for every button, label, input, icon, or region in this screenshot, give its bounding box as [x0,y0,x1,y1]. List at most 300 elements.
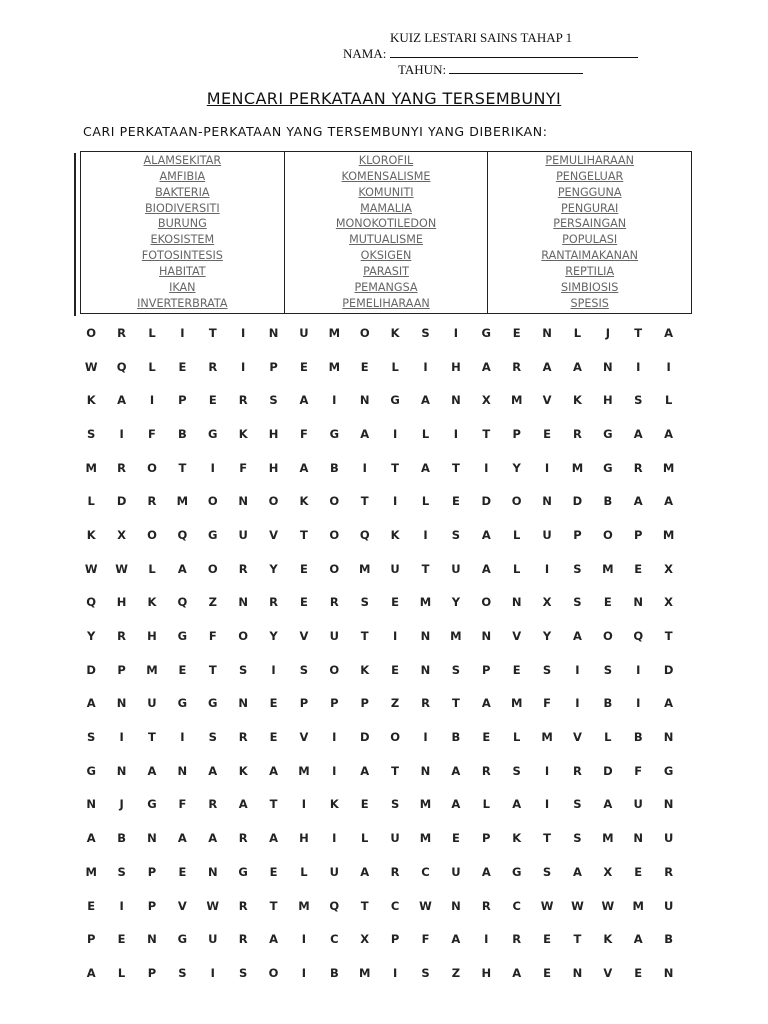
grid-letter-cell[interactable]: S [239,662,248,677]
grid-letter-cell[interactable]: T [269,898,278,913]
grid-letter-cell[interactable]: S [603,662,612,677]
grid-letter-cell[interactable]: E [178,359,187,374]
grid-letter-cell[interactable]: M [419,831,432,846]
grid-letter-cell[interactable]: J [119,797,124,812]
grid-letter-cell[interactable]: Z [208,595,217,610]
grid-letter-cell[interactable]: F [148,426,156,441]
grid-letter-cell[interactable]: S [117,864,126,879]
grid-letter-cell[interactable]: A [512,965,522,980]
grid-letter-cell[interactable]: I [149,393,155,408]
grid-letter-cell[interactable]: P [482,662,491,677]
grid-letter-cell[interactable]: I [180,730,185,745]
grid-letter-cell[interactable]: A [147,763,157,778]
grid-letter-cell[interactable]: T [300,527,308,542]
grid-letter-cell[interactable]: P [86,932,96,947]
grid-letter-cell[interactable]: P [147,864,157,879]
grid-letter-cell[interactable]: F [239,460,248,475]
grid-letter-cell[interactable]: M [602,831,614,846]
grid-letter-cell[interactable]: T [421,561,430,576]
grid-letter-cell[interactable]: G [208,527,218,542]
grid-letter-cell[interactable]: M [632,898,644,913]
grid-letter-cell[interactable]: K [603,932,613,947]
grid-letter-cell[interactable]: E [360,359,369,374]
grid-letter-cell[interactable]: R [512,359,522,374]
grid-letter-cell[interactable]: E [391,662,400,677]
grid-letter-cell[interactable]: A [238,797,248,812]
grid-letter-cell[interactable]: I [636,359,641,374]
grid-letter-cell[interactable]: H [299,831,309,846]
grid-letter-cell[interactable]: Q [633,629,644,644]
grid-letter-cell[interactable]: K [512,831,522,846]
grid-letter-cell[interactable]: L [513,527,521,542]
grid-letter-cell[interactable]: I [636,662,641,677]
grid-letter-cell[interactable]: S [451,527,461,542]
grid-letter-cell[interactable]: T [148,730,156,745]
grid-letter-cell[interactable]: N [511,595,522,610]
grid-letter-cell[interactable]: R [238,831,248,846]
grid-letter-cell[interactable]: U [633,797,643,812]
grid-letter-cell[interactable]: P [147,898,157,913]
grid-letter-cell[interactable]: A [421,460,430,475]
grid-letter-cell[interactable]: A [572,359,582,374]
grid-letter-cell[interactable]: X [481,393,491,408]
grid-letter-cell[interactable]: S [360,595,369,610]
grid-letter-cell[interactable]: I [544,797,550,812]
grid-letter-cell[interactable]: P [634,527,643,542]
grid-letter-cell[interactable]: O [511,494,522,509]
grid-letter-cell[interactable]: A [299,393,309,408]
grid-letter-cell[interactable]: R [481,898,491,913]
grid-letter-cell[interactable]: A [451,932,461,947]
grid-letter-cell[interactable]: R [117,629,127,644]
grid-letter-cell[interactable]: M [328,325,341,340]
grid-letter-cell[interactable]: M [328,359,341,374]
grid-letter-cell[interactable]: G [603,460,613,475]
grid-letter-cell[interactable]: A [421,393,430,408]
grid-letter-cell[interactable]: C [421,864,430,879]
grid-letter-cell[interactable]: T [391,460,400,475]
grid-letter-cell[interactable]: N [481,629,492,644]
grid-letter-cell[interactable]: W [601,898,615,913]
grid-letter-cell[interactable]: S [634,393,643,408]
grid-letter-cell[interactable]: I [362,460,367,475]
grid-letter-cell[interactable]: A [572,864,582,879]
grid-letter-cell[interactable]: N [420,763,431,778]
grid-letter-cell[interactable]: I [119,426,124,441]
grid-letter-cell[interactable]: S [512,763,521,778]
grid-letter-cell[interactable]: P [482,831,491,846]
grid-letter-cell[interactable]: E [300,595,308,610]
grid-letter-cell[interactable]: O [481,595,492,610]
grid-letter-cell[interactable]: A [481,864,491,879]
grid-letter-cell[interactable]: T [360,629,369,644]
grid-letter-cell[interactable]: M [146,662,158,677]
grid-letter-cell[interactable]: I [332,730,337,745]
grid-letter-cell[interactable]: N [238,595,248,610]
grid-letter-cell[interactable]: T [634,325,643,340]
grid-letter-cell[interactable]: O [602,629,613,644]
grid-letter-cell[interactable]: R [208,797,218,812]
grid-letter-cell[interactable]: W [206,898,220,913]
grid-letter-cell[interactable]: A [208,831,218,846]
grid-letter-cell[interactable]: G [238,864,248,879]
grid-letter-cell[interactable]: L [421,426,430,441]
grid-letter-cell[interactable]: K [360,662,370,677]
grid-letter-cell[interactable]: M [662,460,675,475]
grid-letter-cell[interactable]: A [481,696,491,711]
grid-letter-cell[interactable]: B [633,730,643,745]
grid-letter-cell[interactable]: P [299,696,309,711]
grid-letter-cell[interactable]: N [177,763,188,778]
grid-letter-cell[interactable]: C [390,898,400,913]
grid-letter-cell[interactable]: I [636,696,641,711]
grid-letter-cell[interactable]: S [239,965,248,980]
grid-letter-cell[interactable]: R [238,898,248,913]
grid-letter-cell[interactable]: Q [177,527,188,542]
grid-letter-cell[interactable]: B [603,494,613,509]
grid-letter-cell[interactable]: L [604,730,612,745]
grid-letter-cell[interactable]: S [269,393,278,408]
grid-letter-cell[interactable]: T [664,629,673,644]
grid-letter-cell[interactable]: K [329,797,339,812]
grid-letter-cell[interactable]: L [513,730,521,745]
grid-letter-cell[interactable]: U [663,898,674,913]
year-blank-line[interactable] [449,62,583,74]
grid-letter-cell[interactable]: P [269,359,278,374]
grid-letter-cell[interactable]: V [177,898,187,913]
grid-letter-cell[interactable]: E [634,965,643,980]
grid-letter-cell[interactable]: M [176,494,189,509]
grid-letter-cell[interactable]: O [329,561,340,576]
grid-letter-cell[interactable]: I [575,696,580,711]
grid-letter-cell[interactable]: X [664,595,674,610]
grid-letter-cell[interactable]: T [208,325,217,340]
name-field[interactable] [343,46,638,62]
grid-letter-cell[interactable]: L [148,325,156,340]
grid-letter-cell[interactable]: N [663,797,674,812]
grid-letter-cell[interactable]: H [268,426,279,441]
grid-letter-cell[interactable]: M [450,629,462,644]
grid-letter-cell[interactable]: D [663,662,674,677]
grid-letter-cell[interactable]: O [359,325,370,340]
grid-letter-cell[interactable]: Y [512,460,521,475]
grid-letter-cell[interactable]: N [207,864,218,879]
grid-letter-cell[interactable]: I [210,965,215,980]
grid-letter-cell[interactable]: C [330,932,339,947]
grid-letter-cell[interactable]: U [390,561,400,576]
grid-letter-cell[interactable]: P [512,426,521,441]
grid-letter-cell[interactable]: A [542,359,552,374]
grid-letter-cell[interactable]: A [177,831,187,846]
grid-letter-cell[interactable]: S [178,965,187,980]
grid-letter-cell[interactable]: N [572,965,583,980]
grid-letter-cell[interactable]: L [87,494,95,509]
grid-letter-cell[interactable]: S [573,561,582,576]
grid-letter-cell[interactable]: O [207,561,218,576]
grid-letter-cell[interactable]: O [268,494,279,509]
grid-letter-cell[interactable]: T [543,831,551,846]
grid-letter-cell[interactable]: A [603,797,613,812]
grid-letter-cell[interactable]: D [116,494,127,509]
grid-letter-cell[interactable]: M [510,393,523,408]
grid-letter-cell[interactable]: T [391,763,400,778]
grid-letter-cell[interactable]: H [451,359,461,374]
grid-letter-cell[interactable]: N [116,696,127,711]
grid-letter-cell[interactable]: A [481,561,491,576]
grid-letter-cell[interactable]: X [664,561,674,576]
grid-letter-cell[interactable]: M [85,864,97,879]
grid-letter-cell[interactable]: I [332,763,337,778]
grid-letter-cell[interactable]: L [300,864,308,879]
grid-letter-cell[interactable]: L [361,831,369,846]
grid-letter-cell[interactable]: A [269,763,278,778]
grid-letter-cell[interactable]: Z [451,965,461,980]
grid-letter-cell[interactable]: E [269,864,278,879]
grid-letter-cell[interactable]: H [481,965,492,980]
grid-letter-cell[interactable]: B [603,696,613,711]
grid-letter-cell[interactable]: E [208,393,217,408]
grid-letter-cell[interactable]: A [117,393,127,408]
grid-letter-cell[interactable]: T [208,662,217,677]
grid-letter-cell[interactable]: V [269,527,278,542]
grid-letter-cell[interactable]: D [86,662,96,677]
grid-letter-cell[interactable]: A [481,359,491,374]
grid-letter-cell[interactable]: T [573,932,582,947]
grid-letter-cell[interactable]: K [86,393,96,408]
grid-letter-cell[interactable]: U [329,629,339,644]
grid-letter-cell[interactable]: T [269,797,278,812]
grid-letter-cell[interactable]: I [301,932,307,947]
grid-letter-cell[interactable]: R [481,763,491,778]
grid-letter-cell[interactable]: E [300,359,308,374]
grid-letter-cell[interactable]: A [360,763,370,778]
grid-letter-cell[interactable]: V [299,629,309,644]
grid-letter-cell[interactable]: N [603,359,613,374]
grid-letter-cell[interactable]: P [147,965,157,980]
grid-letter-cell[interactable]: N [451,393,461,408]
grid-letter-cell[interactable]: A [512,797,522,812]
grid-letter-cell[interactable]: N [238,494,248,509]
grid-letter-cell[interactable]: P [330,696,339,711]
grid-letter-cell[interactable]: N [86,797,96,812]
grid-letter-cell[interactable]: W [419,898,432,913]
grid-letter-cell[interactable]: N [238,696,248,711]
grid-letter-cell[interactable]: P [360,696,369,711]
grid-letter-cell[interactable]: I [666,359,671,374]
grid-letter-cell[interactable]: I [544,561,550,576]
grid-letter-cell[interactable]: K [147,595,157,610]
grid-letter-cell[interactable]: I [484,932,489,947]
grid-letter-cell[interactable]: H [147,629,157,644]
grid-letter-cell[interactable]: I [392,965,398,980]
grid-letter-cell[interactable]: E [543,426,551,441]
grid-letter-cell[interactable]: L [573,325,582,340]
grid-letter-cell[interactable]: E [543,965,551,980]
grid-letter-cell[interactable]: A [633,932,643,947]
grid-letter-cell[interactable]: G [208,696,218,711]
grid-letter-cell[interactable]: X [542,595,552,610]
grid-letter-cell[interactable]: A [664,696,674,711]
word-search-grid[interactable] [76,316,684,990]
grid-letter-cell[interactable]: N [268,325,279,340]
grid-letter-cell[interactable]: S [573,797,582,812]
grid-letter-cell[interactable]: O [268,965,279,980]
grid-letter-cell[interactable]: U [299,325,309,340]
grid-letter-cell[interactable]: D [572,494,583,509]
grid-letter-cell[interactable]: G [177,629,188,644]
grid-letter-cell[interactable]: I [423,730,428,745]
grid-letter-cell[interactable]: W [571,898,584,913]
grid-letter-cell[interactable]: E [178,662,187,677]
grid-letter-cell[interactable]: M [602,561,614,576]
grid-letter-cell[interactable]: O [147,527,157,542]
grid-letter-cell[interactable]: T [451,460,460,475]
grid-letter-cell[interactable]: N [359,393,370,408]
grid-letter-cell[interactable]: R [238,932,248,947]
grid-letter-cell[interactable]: A [664,426,674,441]
grid-letter-cell[interactable]: R [269,595,278,610]
grid-letter-cell[interactable]: N [147,831,157,846]
grid-letter-cell[interactable]: I [241,359,246,374]
grid-letter-cell[interactable]: R [664,864,674,879]
grid-letter-cell[interactable]: L [482,797,490,812]
grid-letter-cell[interactable]: A [451,797,461,812]
grid-letter-cell[interactable]: S [421,965,430,980]
grid-letter-cell[interactable]: A [208,763,218,778]
grid-letter-cell[interactable]: N [420,629,431,644]
grid-letter-cell[interactable]: A [451,763,461,778]
grid-letter-cell[interactable]: A [177,561,187,576]
grid-letter-cell[interactable]: N [451,898,461,913]
grid-letter-cell[interactable]: Q [86,595,97,610]
grid-letter-cell[interactable]: A [86,965,96,980]
grid-letter-cell[interactable]: M [662,527,675,542]
grid-letter-cell[interactable]: R [421,696,430,711]
grid-letter-cell[interactable]: V [603,965,613,980]
grid-letter-cell[interactable]: S [390,797,400,812]
grid-letter-cell[interactable]: G [86,763,96,778]
grid-letter-cell[interactable]: U [329,864,339,879]
grid-letter-cell[interactable]: E [178,864,187,879]
grid-letter-cell[interactable]: V [299,730,309,745]
grid-letter-cell[interactable]: K [390,527,400,542]
grid-letter-cell[interactable]: K [86,527,96,542]
grid-letter-cell[interactable]: S [87,730,96,745]
grid-letter-cell[interactable]: N [663,730,674,745]
grid-letter-cell[interactable]: A [86,831,96,846]
grid-letter-cell[interactable]: U [663,831,674,846]
grid-letter-cell[interactable]: U [390,831,400,846]
grid-letter-cell[interactable]: R [238,393,248,408]
grid-letter-cell[interactable]: O [390,730,400,745]
grid-letter-cell[interactable]: I [119,730,124,745]
grid-letter-cell[interactable]: M [85,460,97,475]
grid-letter-cell[interactable]: A [269,831,278,846]
grid-letter-cell[interactable]: K [238,763,248,778]
grid-letter-cell[interactable]: I [453,426,459,441]
grid-letter-cell[interactable]: F [634,763,643,778]
grid-letter-cell[interactable]: E [451,494,460,509]
grid-letter-cell[interactable]: Q [116,359,127,374]
grid-letter-cell[interactable]: A [86,696,96,711]
grid-letter-cell[interactable]: I [423,527,428,542]
grid-letter-cell[interactable]: L [148,359,156,374]
grid-letter-cell[interactable]: R [117,325,127,340]
grid-letter-cell[interactable]: S [451,662,461,677]
grid-letter-cell[interactable]: X [117,527,127,542]
grid-letter-cell[interactable]: N [116,763,127,778]
grid-letter-cell[interactable]: I [392,494,398,509]
grid-letter-cell[interactable]: M [298,763,310,778]
grid-letter-cell[interactable]: B [329,965,339,980]
grid-letter-cell[interactable]: G [511,864,522,879]
grid-letter-cell[interactable]: E [117,932,126,947]
grid-letter-cell[interactable]: T [482,426,491,441]
grid-letter-cell[interactable]: R [573,763,582,778]
grid-letter-cell[interactable]: U [451,561,461,576]
grid-letter-cell[interactable]: I [332,393,337,408]
grid-letter-cell[interactable]: O [207,494,218,509]
grid-letter-cell[interactable]: O [147,460,157,475]
grid-letter-cell[interactable]: V [542,393,552,408]
grid-letter-cell[interactable]: E [512,662,521,677]
grid-letter-cell[interactable]: O [329,662,340,677]
grid-letter-cell[interactable]: R [117,460,127,475]
grid-letter-cell[interactable]: Q [329,898,340,913]
grid-letter-cell[interactable]: M [541,730,553,745]
grid-letter-cell[interactable]: M [419,797,432,812]
grid-letter-cell[interactable]: E [391,595,400,610]
grid-letter-cell[interactable]: L [148,561,156,576]
grid-letter-cell[interactable]: Y [269,629,278,644]
grid-letter-cell[interactable]: H [603,393,613,408]
grid-letter-cell[interactable]: Y [269,561,278,576]
grid-letter-cell[interactable]: E [634,561,643,576]
grid-letter-cell[interactable]: I [241,325,246,340]
grid-letter-cell[interactable]: S [573,831,582,846]
grid-letter-cell[interactable]: M [358,561,371,576]
grid-letter-cell[interactable]: A [360,864,370,879]
grid-letter-cell[interactable]: H [116,595,127,610]
grid-letter-cell[interactable]: B [664,932,673,947]
grid-letter-cell[interactable]: O [329,494,340,509]
grid-letter-cell[interactable]: R [329,595,339,610]
grid-letter-cell[interactable]: Z [390,696,400,711]
grid-letter-cell[interactable]: I [575,662,580,677]
grid-letter-cell[interactable]: G [177,932,188,947]
grid-letter-cell[interactable]: B [117,831,126,846]
grid-letter-cell[interactable]: G [481,325,491,340]
grid-letter-cell[interactable]: A [481,527,491,542]
grid-letter-cell[interactable]: E [512,325,521,340]
grid-letter-cell[interactable]: O [602,527,613,542]
grid-letter-cell[interactable]: T [360,898,369,913]
grid-letter-cell[interactable]: T [360,494,369,509]
grid-letter-cell[interactable]: B [329,460,339,475]
grid-letter-cell[interactable]: S [542,864,552,879]
grid-letter-cell[interactable]: P [178,393,187,408]
grid-letter-cell[interactable]: R [633,460,643,475]
grid-letter-cell[interactable]: V [512,629,522,644]
grid-letter-cell[interactable]: N [420,662,431,677]
grid-letter-cell[interactable]: A [664,494,674,509]
grid-letter-cell[interactable]: K [572,393,582,408]
grid-letter-cell[interactable]: R [573,426,582,441]
name-blank-line[interactable] [390,46,638,58]
grid-letter-cell[interactable]: U [147,696,157,711]
grid-letter-cell[interactable]: G [603,426,613,441]
grid-letter-cell[interactable]: M [510,696,523,711]
